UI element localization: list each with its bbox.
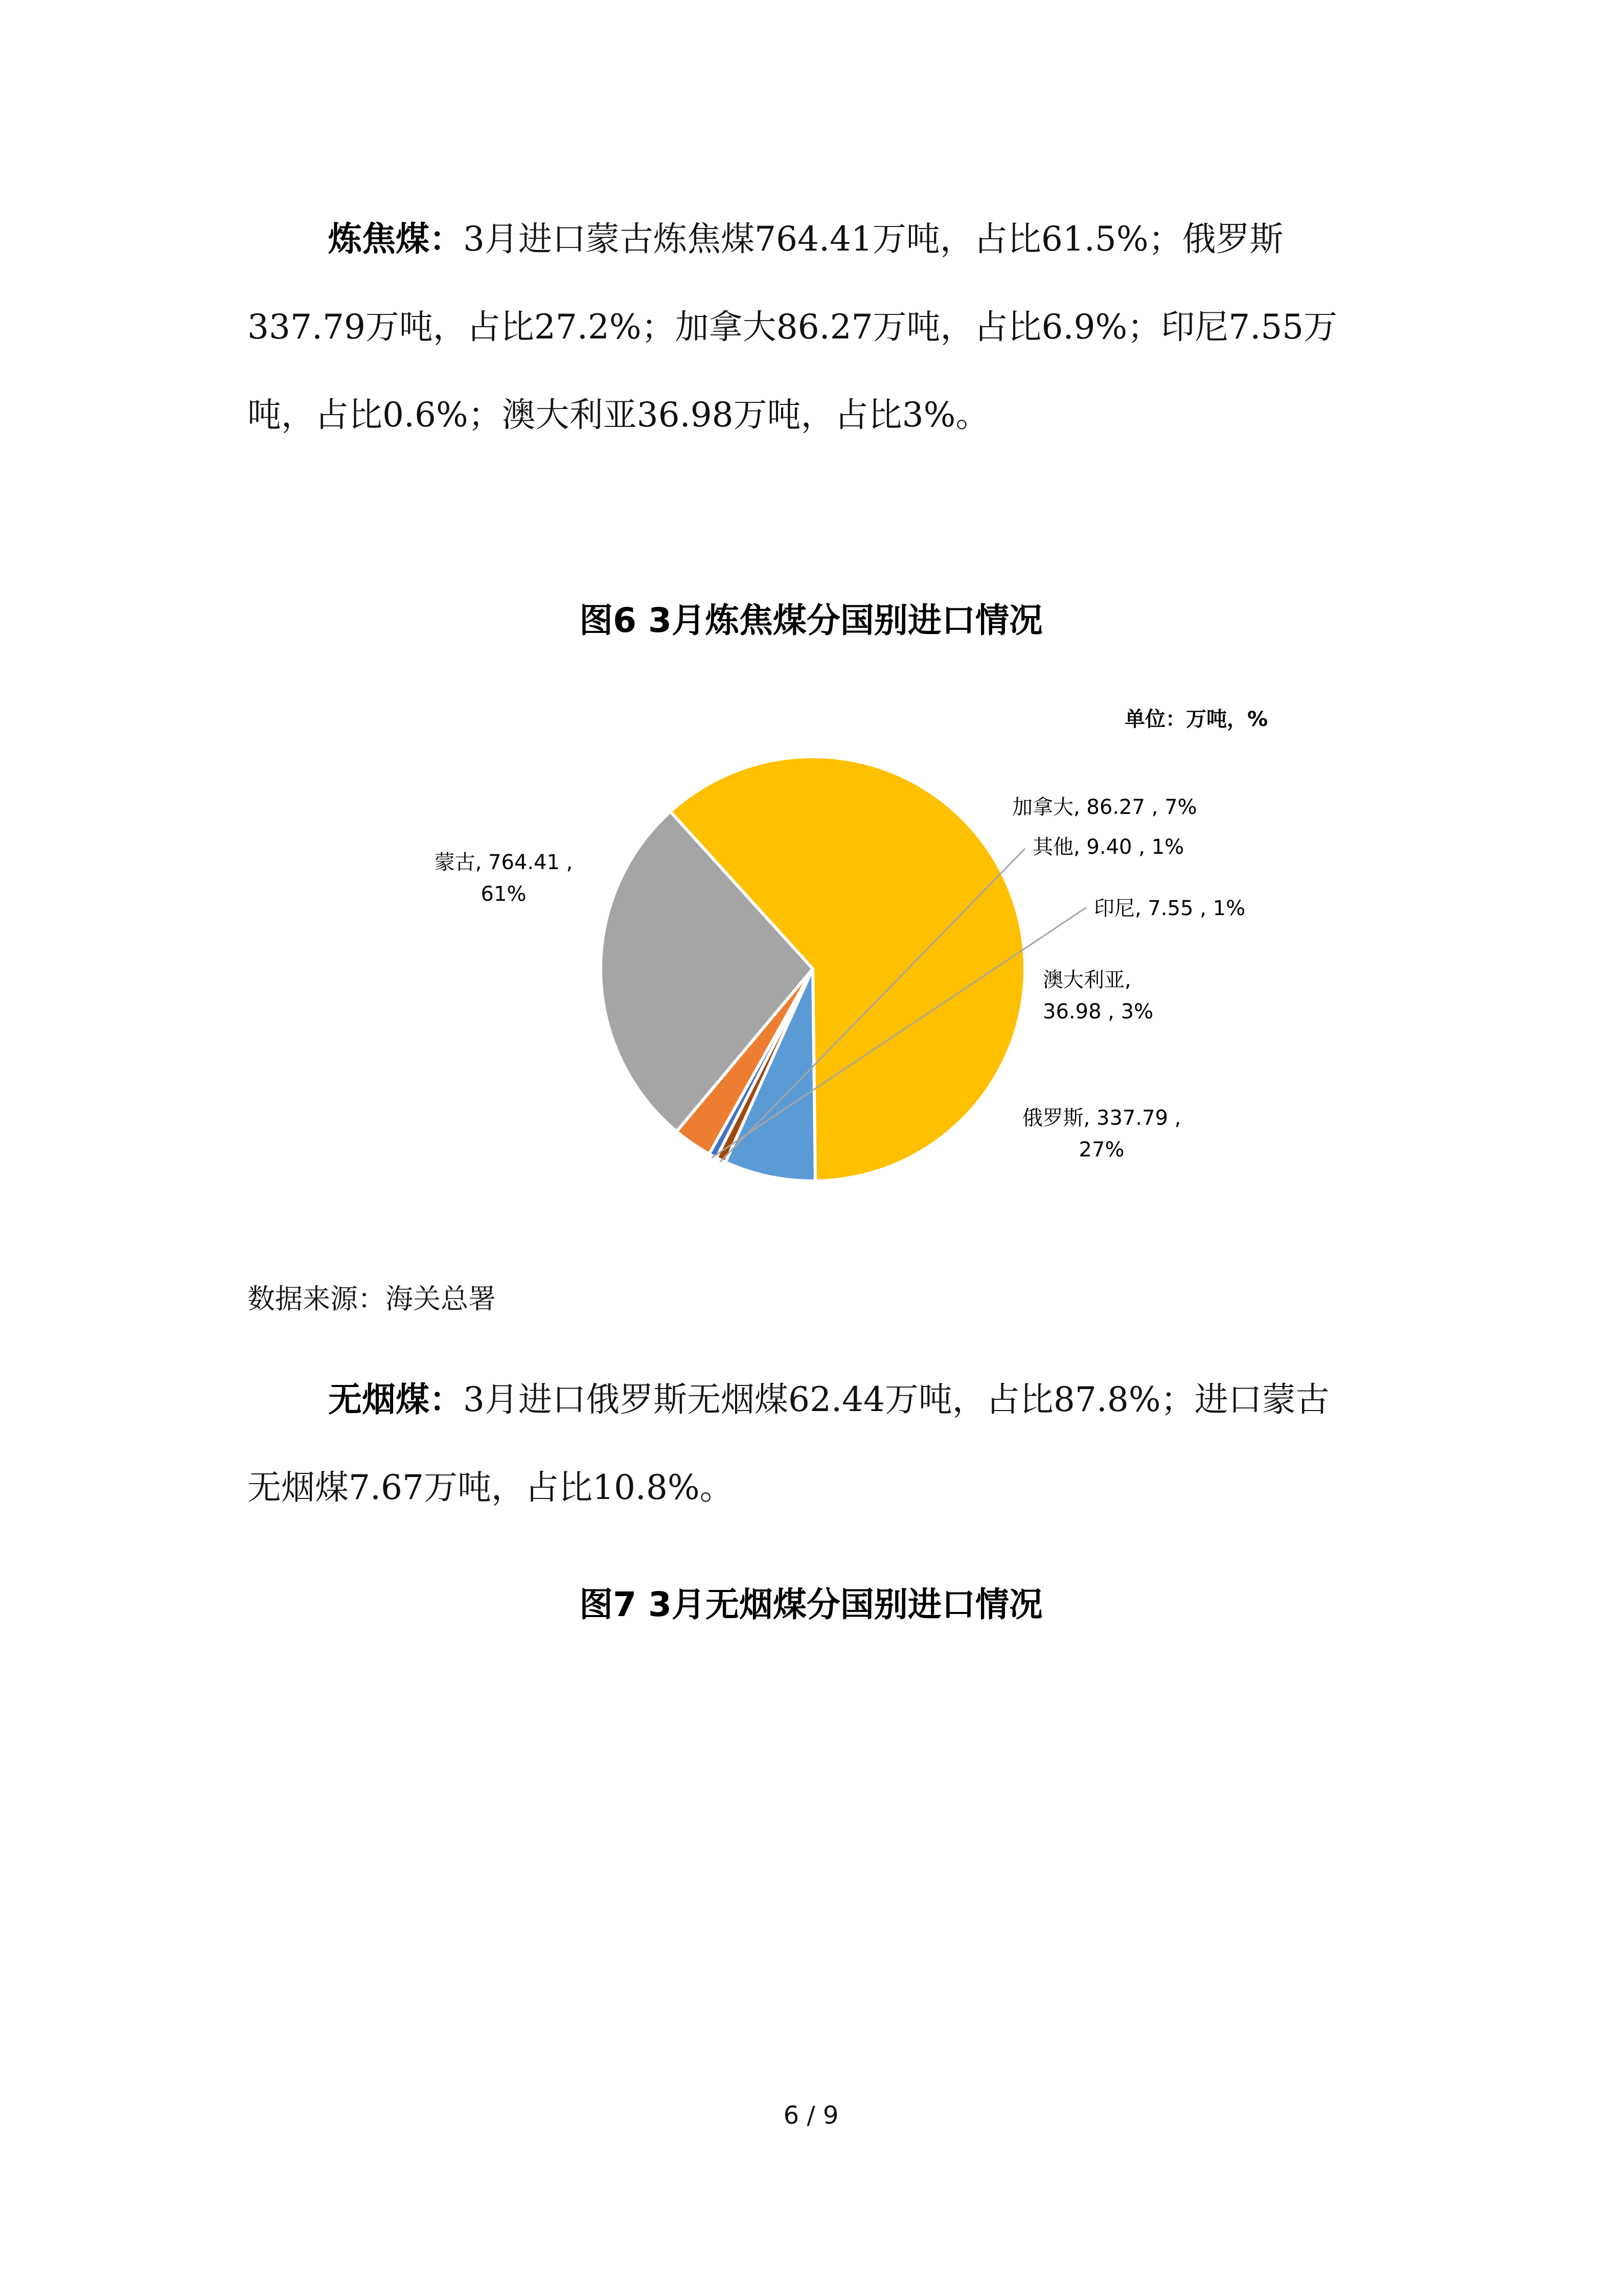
pie-label-line: 澳大利亚, [1043, 968, 1131, 992]
pie-label-5 [1012, 795, 1197, 819]
pie-label-line: 61% [481, 882, 527, 906]
paragraph-body-coking-coal: 3月进口蒙古炼焦煤764.41万吨，占比61.5%；俄罗斯337.79万吨，占比27.2%；加拿大86.27万吨，占比6.9%；印尼7.55万吨，占比0.6%；澳大利亚36.98万吨，占比3%。 [247, 219, 1338, 435]
figure-6-title: 图6 3月炼焦煤分国别进口情况 [579, 601, 1043, 640]
pie-label-line: 27% [1079, 1138, 1125, 1162]
pie-label-2 [1043, 968, 1153, 1024]
pie-label-line: 加拿大, 86.27 , 7% [1012, 795, 1197, 819]
pie-label-3 [1094, 897, 1245, 920]
paragraph-lead-coking-coal: 炼焦煤： [328, 219, 463, 259]
pie-label-line: 其他, 9.40 , 1% [1033, 835, 1184, 859]
data-source: 数据来源：海关总署 [247, 1283, 496, 1315]
paragraph-body-anthracite: 3月进口俄罗斯无烟煤62.44万吨，占比87.8%；进口蒙古无烟煤7.67万吨，占比10.8%。 [247, 1380, 1330, 1507]
figure-7-title: 图7 3月无烟煤分国别进口情况 [579, 1585, 1043, 1624]
pie-label-4 [1033, 835, 1184, 859]
chart-unit-label: 单位：万吨，% [1125, 708, 1268, 731]
paragraph-lead-anthracite: 无烟煤： [328, 1380, 463, 1419]
pie-label-line: 俄罗斯, 337.79 , [1022, 1106, 1181, 1130]
pie-label-0 [435, 851, 573, 906]
pie-label-1 [1022, 1106, 1181, 1162]
pie-label-line: 36.98 , 3% [1043, 1000, 1154, 1024]
pie-label-line: 蒙古, 764.41 , [434, 851, 573, 874]
paragraph-anthracite [247, 1356, 1346, 1532]
page-number: 6 / 9 [783, 2101, 839, 2130]
pie-label-line: 印尼, 7.55 , 1% [1094, 897, 1246, 920]
